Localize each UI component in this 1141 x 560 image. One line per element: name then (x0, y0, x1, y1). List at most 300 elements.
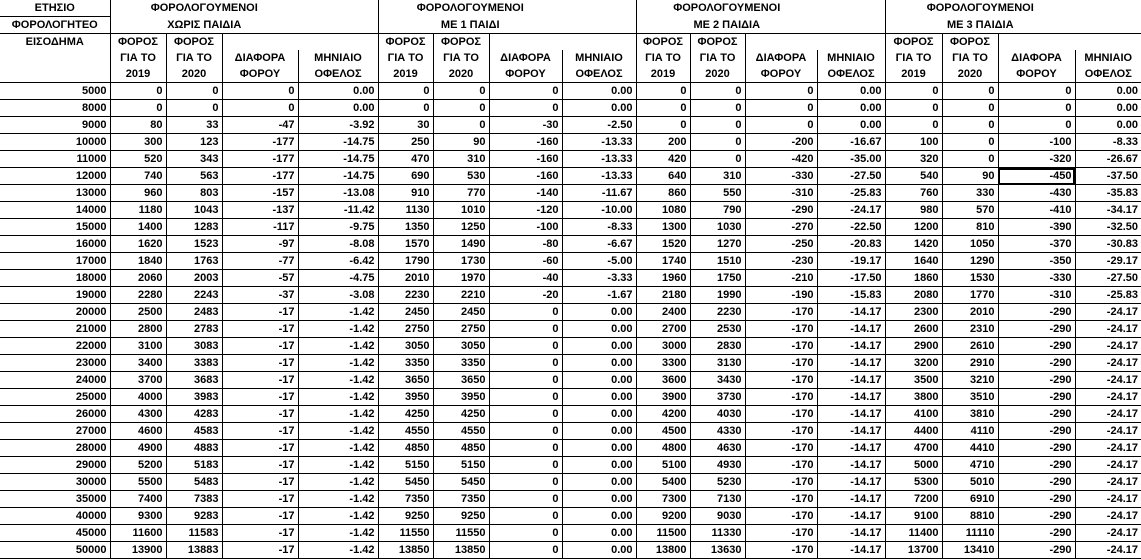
value-cell[interactable]: 0 (690, 151, 745, 168)
value-cell[interactable]: 3810 (942, 406, 998, 423)
value-cell[interactable]: 5300 (885, 474, 942, 491)
value-cell[interactable]: -27.50 (1075, 270, 1141, 287)
value-cell[interactable]: 0.00 (562, 508, 636, 525)
value-cell[interactable]: 1570 (378, 236, 433, 253)
header-blank[interactable] (0, 50, 110, 66)
value-cell[interactable]: 3950 (433, 389, 489, 406)
value-cell[interactable]: 2450 (433, 304, 489, 321)
value-cell[interactable]: -1.67 (562, 287, 636, 304)
value-cell[interactable]: 0.00 (817, 117, 885, 134)
value-cell[interactable]: 0 (489, 474, 562, 491)
value-cell[interactable]: 4100 (885, 406, 942, 423)
value-cell[interactable]: -160 (489, 168, 562, 185)
income-cell[interactable]: 23000 (0, 355, 110, 372)
value-cell[interactable]: -30.83 (1075, 236, 1141, 253)
value-cell[interactable]: -14.17 (817, 372, 885, 389)
income-cell[interactable]: 13000 (0, 185, 110, 202)
value-cell[interactable]: -290 (998, 474, 1075, 491)
value-cell[interactable]: 4630 (690, 440, 745, 457)
value-cell[interactable]: 0 (222, 83, 298, 100)
value-cell[interactable]: 0 (489, 304, 562, 321)
value-cell[interactable]: -290 (745, 202, 817, 219)
value-cell[interactable]: 1283 (166, 219, 222, 236)
value-cell[interactable]: 310 (433, 151, 489, 168)
value-cell[interactable]: -1.42 (298, 355, 378, 372)
value-cell[interactable]: -117 (222, 219, 298, 236)
value-cell[interactable]: -8.33 (562, 219, 636, 236)
value-cell[interactable]: -290 (998, 338, 1075, 355)
header-for-2019[interactable]: ΓΙΑ ΤΟ (110, 50, 166, 66)
value-cell[interactable]: -290 (998, 321, 1075, 338)
value-cell[interactable]: -1.42 (298, 372, 378, 389)
header-blank[interactable] (745, 34, 817, 51)
value-cell[interactable]: 3900 (636, 389, 690, 406)
value-cell[interactable]: 0 (636, 83, 690, 100)
value-cell[interactable]: -170 (745, 508, 817, 525)
value-cell[interactable]: 5400 (636, 474, 690, 491)
value-cell[interactable]: 770 (433, 185, 489, 202)
value-cell[interactable]: 1970 (433, 270, 489, 287)
value-cell[interactable]: 310 (690, 168, 745, 185)
income-cell[interactable]: 21000 (0, 321, 110, 338)
header-blank[interactable] (0, 66, 110, 83)
value-cell[interactable]: -57 (222, 270, 298, 287)
value-cell[interactable]: 0 (690, 83, 745, 100)
header-blank[interactable] (998, 34, 1075, 51)
value-cell[interactable]: -13.33 (562, 134, 636, 151)
value-cell[interactable]: 5150 (378, 457, 433, 474)
header-tax-2019[interactable]: ΦΟΡΟΣ (378, 34, 433, 51)
value-cell[interactable]: 1130 (378, 202, 433, 219)
value-cell[interactable]: -14.75 (298, 151, 378, 168)
value-cell[interactable]: 5200 (110, 457, 166, 474)
value-cell[interactable]: -100 (998, 134, 1075, 151)
value-cell[interactable]: 3383 (166, 355, 222, 372)
value-cell[interactable]: 0 (690, 117, 745, 134)
value-cell[interactable]: -14.17 (817, 457, 885, 474)
value-cell[interactable]: -290 (998, 542, 1075, 559)
group-title-2[interactable]: ΦΟΡΟΛΟΓΟΥΜΕΝΟΙ (673, 2, 781, 15)
value-cell[interactable]: 910 (378, 185, 433, 202)
value-cell[interactable]: 320 (885, 151, 942, 168)
value-cell[interactable]: 3350 (433, 355, 489, 372)
value-cell[interactable]: 90 (433, 134, 489, 151)
group-title-0[interactable]: ΦΟΡΟΛΟΓΟΥΜΕΝΟΙ (150, 2, 258, 15)
header-blank[interactable] (562, 17, 636, 34)
value-cell[interactable]: 0 (489, 389, 562, 406)
value-cell[interactable]: -3.33 (562, 270, 636, 287)
value-cell[interactable]: 3650 (378, 372, 433, 389)
value-cell[interactable]: 0 (745, 117, 817, 134)
value-cell[interactable]: 0 (942, 151, 998, 168)
value-cell[interactable]: 5450 (433, 474, 489, 491)
value-cell[interactable]: -8.08 (298, 236, 378, 253)
value-cell[interactable]: 1990 (690, 287, 745, 304)
value-cell[interactable]: -1.42 (298, 389, 378, 406)
value-cell[interactable]: 0 (885, 117, 942, 134)
group-title-1[interactable]: ΦΟΡΟΛΟΓΟΥΜΕΝΟΙ (416, 2, 524, 15)
value-cell[interactable]: 0 (690, 100, 745, 117)
income-cell[interactable]: 26000 (0, 406, 110, 423)
value-cell[interactable]: 1740 (636, 253, 690, 270)
header-for-2020[interactable]: ΓΙΑ ΤΟ (942, 50, 998, 66)
income-cell[interactable]: 29000 (0, 457, 110, 474)
value-cell[interactable]: 0 (489, 491, 562, 508)
value-cell[interactable]: -290 (998, 423, 1075, 440)
income-cell[interactable]: 16000 (0, 236, 110, 253)
value-cell[interactable]: 0 (942, 134, 998, 151)
value-cell[interactable]: 4283 (166, 406, 222, 423)
value-cell[interactable]: 1420 (885, 236, 942, 253)
value-cell[interactable]: -11.67 (562, 185, 636, 202)
value-cell[interactable]: -17 (222, 423, 298, 440)
value-cell[interactable]: 9100 (885, 508, 942, 525)
header-monthly[interactable]: ΜΗΝΙΑΙΟ (562, 50, 636, 66)
value-cell[interactable]: 4930 (690, 457, 745, 474)
value-cell[interactable]: 13700 (885, 542, 942, 559)
value-cell[interactable]: 860 (636, 185, 690, 202)
value-cell[interactable]: -11.42 (298, 202, 378, 219)
income-cell[interactable]: 27000 (0, 423, 110, 440)
value-cell[interactable]: 0 (378, 83, 433, 100)
value-cell[interactable]: -160 (489, 134, 562, 151)
value-cell[interactable]: 3800 (885, 389, 942, 406)
value-cell[interactable]: -24.17 (1075, 525, 1141, 542)
value-cell[interactable]: 540 (885, 168, 942, 185)
header-diff-tax[interactable]: ΦΟΡΟΥ (489, 66, 562, 83)
value-cell[interactable]: -24.17 (1075, 406, 1141, 423)
value-cell[interactable]: 0 (166, 83, 222, 100)
value-cell[interactable]: 4300 (110, 406, 166, 423)
header-blank[interactable] (298, 34, 378, 51)
header-blank[interactable] (1075, 0, 1141, 17)
header-diff-tax[interactable]: ΦΟΡΟΥ (222, 66, 298, 83)
value-cell[interactable]: -1.42 (298, 457, 378, 474)
value-cell[interactable]: -1.42 (298, 423, 378, 440)
value-cell[interactable]: -1.42 (298, 304, 378, 321)
value-cell[interactable]: -29.17 (1075, 253, 1141, 270)
value-cell[interactable]: -14.17 (817, 440, 885, 457)
value-cell[interactable]: -22.50 (817, 219, 885, 236)
value-cell[interactable]: -25.83 (1075, 287, 1141, 304)
value-cell[interactable]: -24.17 (1075, 304, 1141, 321)
header-tax-2020[interactable]: ΦΟΡΟΣ (166, 34, 222, 51)
value-cell[interactable]: 2280 (110, 287, 166, 304)
value-cell[interactable]: 0 (110, 100, 166, 117)
header-blank[interactable] (298, 0, 378, 17)
value-cell[interactable]: 1290 (942, 253, 998, 270)
value-cell[interactable]: 0 (489, 100, 562, 117)
value-cell[interactable]: 9200 (636, 508, 690, 525)
value-cell[interactable]: 3730 (690, 389, 745, 406)
value-cell[interactable]: 0 (942, 117, 998, 134)
value-cell[interactable]: 5000 (885, 457, 942, 474)
value-cell[interactable]: 2750 (433, 321, 489, 338)
value-cell[interactable]: 3600 (636, 372, 690, 389)
value-cell[interactable]: 1030 (690, 219, 745, 236)
header-blank[interactable] (817, 17, 885, 34)
value-cell[interactable]: 3683 (166, 372, 222, 389)
value-cell[interactable]: -410 (998, 202, 1075, 219)
header-eisodhma[interactable]: ΕΙΣΟΔΗΜΑ (0, 34, 110, 51)
value-cell[interactable]: 4200 (636, 406, 690, 423)
value-cell[interactable]: 13883 (166, 542, 222, 559)
income-cell[interactable]: 50000 (0, 542, 110, 559)
value-cell[interactable]: 0 (166, 100, 222, 117)
value-cell[interactable]: 2180 (636, 287, 690, 304)
value-cell[interactable]: -14.17 (817, 508, 885, 525)
value-cell[interactable]: 1763 (166, 253, 222, 270)
value-cell[interactable]: 1250 (433, 219, 489, 236)
value-cell[interactable]: 11400 (885, 525, 942, 542)
header-forologhteo[interactable]: ΦΟΡΟΛΟΓΗΤΕΟ (0, 17, 110, 34)
value-cell[interactable]: -14.17 (817, 355, 885, 372)
value-cell[interactable]: 123 (166, 134, 222, 151)
income-cell[interactable]: 15000 (0, 219, 110, 236)
value-cell[interactable]: 790 (690, 202, 745, 219)
header-tax-2019[interactable]: ΦΟΡΟΣ (636, 34, 690, 51)
value-cell[interactable]: -160 (489, 151, 562, 168)
value-cell[interactable]: -170 (745, 406, 817, 423)
value-cell[interactable]: 2610 (942, 338, 998, 355)
value-cell[interactable]: -14.17 (817, 542, 885, 559)
value-cell[interactable]: -1.42 (298, 542, 378, 559)
value-cell[interactable]: 0.00 (562, 542, 636, 559)
value-cell[interactable]: 740 (110, 168, 166, 185)
value-cell[interactable]: 530 (433, 168, 489, 185)
value-cell[interactable]: 11583 (166, 525, 222, 542)
value-cell[interactable]: 0 (433, 117, 489, 134)
value-cell[interactable]: 0 (885, 83, 942, 100)
value-cell[interactable]: 0.00 (562, 474, 636, 491)
value-cell[interactable]: 0 (745, 83, 817, 100)
value-cell[interactable]: -170 (745, 440, 817, 457)
value-cell[interactable]: 8810 (942, 508, 998, 525)
value-cell[interactable]: 0.00 (298, 83, 378, 100)
group-title-3[interactable]: ΦΟΡΟΛΟΓΟΥΜΕΝΟΙ (926, 2, 1034, 15)
value-cell[interactable]: -290 (998, 440, 1075, 457)
header-monthly[interactable]: ΜΗΝΙΑΙΟ (1084, 52, 1133, 64)
value-cell[interactable]: 100 (885, 134, 942, 151)
value-cell[interactable]: 0.00 (562, 406, 636, 423)
value-cell[interactable]: 80 (110, 117, 166, 134)
value-cell[interactable]: 2230 (378, 287, 433, 304)
value-cell[interactable]: 1790 (378, 253, 433, 270)
value-cell[interactable]: 4883 (166, 440, 222, 457)
value-cell[interactable]: 2700 (636, 321, 690, 338)
value-cell[interactable]: -170 (745, 321, 817, 338)
income-cell[interactable]: 18000 (0, 270, 110, 287)
value-cell[interactable]: 1510 (690, 253, 745, 270)
value-cell[interactable]: -19.17 (817, 253, 885, 270)
header-blank[interactable] (1075, 17, 1141, 34)
value-cell[interactable]: 4550 (433, 423, 489, 440)
value-cell[interactable]: 520 (110, 151, 166, 168)
value-cell[interactable]: 13900 (110, 542, 166, 559)
value-cell[interactable]: 3350 (378, 355, 433, 372)
header-blank[interactable] (562, 0, 636, 17)
value-cell[interactable]: 3200 (885, 355, 942, 372)
value-cell[interactable]: 980 (885, 202, 942, 219)
value-cell[interactable]: -24.17 (817, 202, 885, 219)
value-cell[interactable]: -290 (998, 355, 1075, 372)
value-cell[interactable]: 2310 (942, 321, 998, 338)
value-cell[interactable]: 0.00 (817, 100, 885, 117)
value-cell[interactable]: -9.75 (298, 219, 378, 236)
income-cell[interactable]: 20000 (0, 304, 110, 321)
value-cell[interactable]: -24.17 (1075, 474, 1141, 491)
value-cell[interactable]: -14.17 (817, 304, 885, 321)
header-tax-2020[interactable]: ΦΟΡΟΣ (690, 34, 745, 51)
value-cell[interactable]: 0 (998, 100, 1075, 117)
value-cell[interactable]: -34.17 (1075, 202, 1141, 219)
value-cell[interactable]: 0 (489, 355, 562, 372)
value-cell[interactable]: -14.17 (817, 321, 885, 338)
value-cell[interactable]: 0 (489, 372, 562, 389)
value-cell[interactable]: 33 (166, 117, 222, 134)
value-cell[interactable]: -24.17 (1075, 542, 1141, 559)
value-cell[interactable]: 11550 (378, 525, 433, 542)
value-cell[interactable]: 2450 (378, 304, 433, 321)
value-cell[interactable]: -17.50 (817, 270, 885, 287)
value-cell[interactable]: 4330 (690, 423, 745, 440)
value-cell[interactable]: -450 (998, 168, 1075, 185)
value-cell[interactable]: 4410 (942, 440, 998, 457)
value-cell[interactable]: -210 (745, 270, 817, 287)
header-diff-tax[interactable]: ΦΟΡΟΥ (998, 66, 1075, 83)
value-cell[interactable]: -24.17 (1075, 389, 1141, 406)
value-cell[interactable]: 0 (433, 83, 489, 100)
header-year-2019[interactable]: 2019 (636, 66, 690, 83)
value-cell[interactable]: 2800 (110, 321, 166, 338)
header-for-2019[interactable]: ΓΙΑ ΤΟ (885, 50, 942, 66)
value-cell[interactable]: 2830 (690, 338, 745, 355)
value-cell[interactable]: 3050 (378, 338, 433, 355)
value-cell[interactable]: 11500 (636, 525, 690, 542)
value-cell[interactable]: -37 (222, 287, 298, 304)
value-cell[interactable]: 0.00 (1075, 117, 1141, 134)
value-cell[interactable]: -17 (222, 338, 298, 355)
value-cell[interactable]: 0.00 (562, 525, 636, 542)
value-cell[interactable]: -15.83 (817, 287, 885, 304)
value-cell[interactable]: 0.00 (562, 389, 636, 406)
value-cell[interactable]: -250 (745, 236, 817, 253)
income-cell[interactable]: 8000 (0, 100, 110, 117)
value-cell[interactable]: 2060 (110, 270, 166, 287)
value-cell[interactable]: -17 (222, 389, 298, 406)
value-cell[interactable]: 570 (942, 202, 998, 219)
value-cell[interactable]: 550 (690, 185, 745, 202)
value-cell[interactable]: 13850 (433, 542, 489, 559)
value-cell[interactable]: -25.83 (817, 185, 885, 202)
header-year-2020[interactable]: 2020 (942, 66, 998, 83)
value-cell[interactable]: 0.00 (1075, 83, 1141, 100)
value-cell[interactable]: 7400 (110, 491, 166, 508)
value-cell[interactable]: -120 (489, 202, 562, 219)
header-tax-2019[interactable]: ΦΟΡΟΣ (110, 34, 166, 51)
header-year-2020[interactable]: 2020 (166, 66, 222, 83)
value-cell[interactable]: -2.50 (562, 117, 636, 134)
value-cell[interactable]: -6.67 (562, 236, 636, 253)
value-cell[interactable]: -32.50 (1075, 219, 1141, 236)
value-cell[interactable]: 3210 (942, 372, 998, 389)
value-cell[interactable]: -177 (222, 151, 298, 168)
value-cell[interactable]: 13800 (636, 542, 690, 559)
value-cell[interactable]: 0.00 (562, 423, 636, 440)
value-cell[interactable]: -14.17 (817, 389, 885, 406)
value-cell[interactable]: -13.08 (298, 185, 378, 202)
value-cell[interactable]: 0 (489, 508, 562, 525)
value-cell[interactable]: 0 (745, 100, 817, 117)
value-cell[interactable]: -14.17 (817, 474, 885, 491)
value-cell[interactable]: 5150 (433, 457, 489, 474)
value-cell[interactable]: 0 (378, 100, 433, 117)
value-cell[interactable]: -370 (998, 236, 1075, 253)
value-cell[interactable]: -47 (222, 117, 298, 134)
value-cell[interactable]: 1270 (690, 236, 745, 253)
value-cell[interactable]: 3100 (110, 338, 166, 355)
value-cell[interactable]: -17 (222, 508, 298, 525)
header-ethsio[interactable]: ΕΤΗΣΙΟ (0, 0, 110, 17)
value-cell[interactable]: -177 (222, 168, 298, 185)
value-cell[interactable]: 3650 (433, 372, 489, 389)
income-cell[interactable]: 12000 (0, 168, 110, 185)
value-cell[interactable]: 0 (942, 83, 998, 100)
value-cell[interactable]: 5450 (378, 474, 433, 491)
value-cell[interactable]: 2010 (378, 270, 433, 287)
value-cell[interactable]: 420 (636, 151, 690, 168)
value-cell[interactable]: 7300 (636, 491, 690, 508)
value-cell[interactable]: -26.67 (1075, 151, 1141, 168)
value-cell[interactable]: -24.17 (1075, 355, 1141, 372)
value-cell[interactable]: -24.17 (1075, 321, 1141, 338)
header-year-2019[interactable]: 2019 (378, 66, 433, 83)
value-cell[interactable]: -310 (998, 287, 1075, 304)
value-cell[interactable]: 0 (110, 83, 166, 100)
income-cell[interactable]: 17000 (0, 253, 110, 270)
income-cell[interactable]: 9000 (0, 117, 110, 134)
income-cell[interactable]: 22000 (0, 338, 110, 355)
value-cell[interactable]: 0 (489, 338, 562, 355)
value-cell[interactable]: -17 (222, 525, 298, 542)
value-cell[interactable]: 1640 (885, 253, 942, 270)
value-cell[interactable]: -24.17 (1075, 491, 1141, 508)
value-cell[interactable]: 470 (378, 151, 433, 168)
value-cell[interactable]: 5183 (166, 457, 222, 474)
value-cell[interactable]: 0.00 (562, 321, 636, 338)
value-cell[interactable]: -17 (222, 355, 298, 372)
value-cell[interactable]: 1620 (110, 236, 166, 253)
value-cell[interactable]: 0 (489, 440, 562, 457)
value-cell[interactable]: 1490 (433, 236, 489, 253)
value-cell[interactable]: -30 (489, 117, 562, 134)
value-cell[interactable]: -140 (489, 185, 562, 202)
value-cell[interactable]: 0 (489, 321, 562, 338)
header-blank[interactable] (562, 34, 636, 51)
value-cell[interactable]: -157 (222, 185, 298, 202)
value-cell[interactable]: -24.17 (1075, 423, 1141, 440)
value-cell[interactable]: -1.42 (298, 508, 378, 525)
value-cell[interactable]: -170 (745, 542, 817, 559)
value-cell[interactable]: 0 (489, 83, 562, 100)
value-cell[interactable]: 4400 (885, 423, 942, 440)
value-cell[interactable]: -17 (222, 304, 298, 321)
value-cell[interactable]: -170 (745, 372, 817, 389)
value-cell[interactable]: 4850 (433, 440, 489, 457)
value-cell[interactable]: -17 (222, 440, 298, 457)
value-cell[interactable]: -170 (745, 491, 817, 508)
value-cell[interactable]: -24.17 (1075, 508, 1141, 525)
